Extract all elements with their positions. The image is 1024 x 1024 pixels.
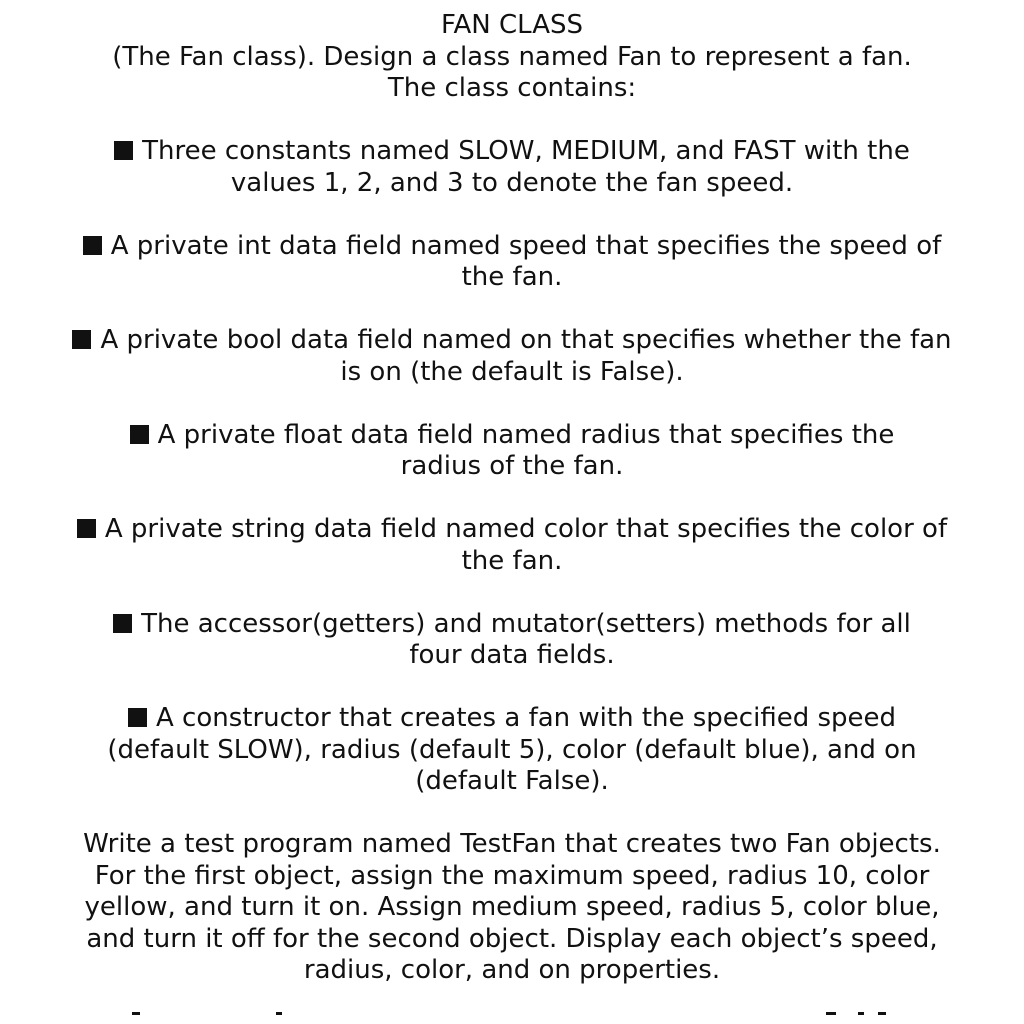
bullet-item-speed <box>0 231 1024 294</box>
bullet-item-on <box>0 325 1024 388</box>
bullet-text: A private bool data field named on that specifies whether the fan is on (the default is False). <box>100 325 952 387</box>
bullet-item-constructor <box>0 703 1024 798</box>
square-bullet-icon <box>128 708 147 727</box>
clipped-glyph-fragment <box>826 1012 836 1015</box>
bullet-text: A private int data field named speed that specifies the speed of the fan. <box>110 230 942 292</box>
square-bullet-icon <box>113 614 132 633</box>
intro-line: The class contains: <box>387 73 637 103</box>
bullet-text: The accessor(getters) and mutator(setters) methods for all four data fields. <box>141 608 911 670</box>
clipped-glyph-fragment <box>858 1012 864 1015</box>
bullet-text: A private float data field named radius that specifies the radius of the fan. <box>157 419 895 481</box>
bullet-text: A private string data field named color that specifies the color of the fan. <box>104 514 948 576</box>
clipped-glyph-fragment <box>878 1012 886 1015</box>
square-bullet-icon <box>72 330 91 349</box>
test-program-paragraph: Write a test program named TestFan that creates two Fan objects. For the first object, assign the maximum speed, radius 10, color yellow, and turn it on. Assign medium speed, radius 5, color blue, and turn it off for the second object. Display each object’s speed, radius, color, and on properties. <box>83 829 941 985</box>
clipped-glyph-fragment <box>276 1012 282 1015</box>
document-body <box>0 10 1024 987</box>
square-bullet-icon <box>114 141 133 160</box>
clipped-next-line <box>0 1012 1024 1024</box>
bullet-item-accessors <box>0 609 1024 672</box>
bullet-text: Three constants named SLOW, MEDIUM, and FAST with the values 1, 2, and 3 to denote the fan speed. <box>142 136 910 198</box>
square-bullet-icon <box>130 425 149 444</box>
bullet-item-color <box>0 514 1024 577</box>
bullet-item-constants <box>0 136 1024 199</box>
bullet-item-radius <box>0 420 1024 483</box>
square-bullet-icon <box>77 519 96 538</box>
clipped-glyph-fragment <box>132 1012 140 1015</box>
square-bullet-icon <box>83 236 102 255</box>
document-title: FAN CLASS <box>440 10 584 40</box>
intro-line: (The Fan class). Design a class named Fan to represent a fan. <box>112 41 912 72</box>
bullet-text: A constructor that creates a fan with the specified speed (default SLOW), radius (default 5), color (default blue), and on (default False). <box>107 703 917 796</box>
